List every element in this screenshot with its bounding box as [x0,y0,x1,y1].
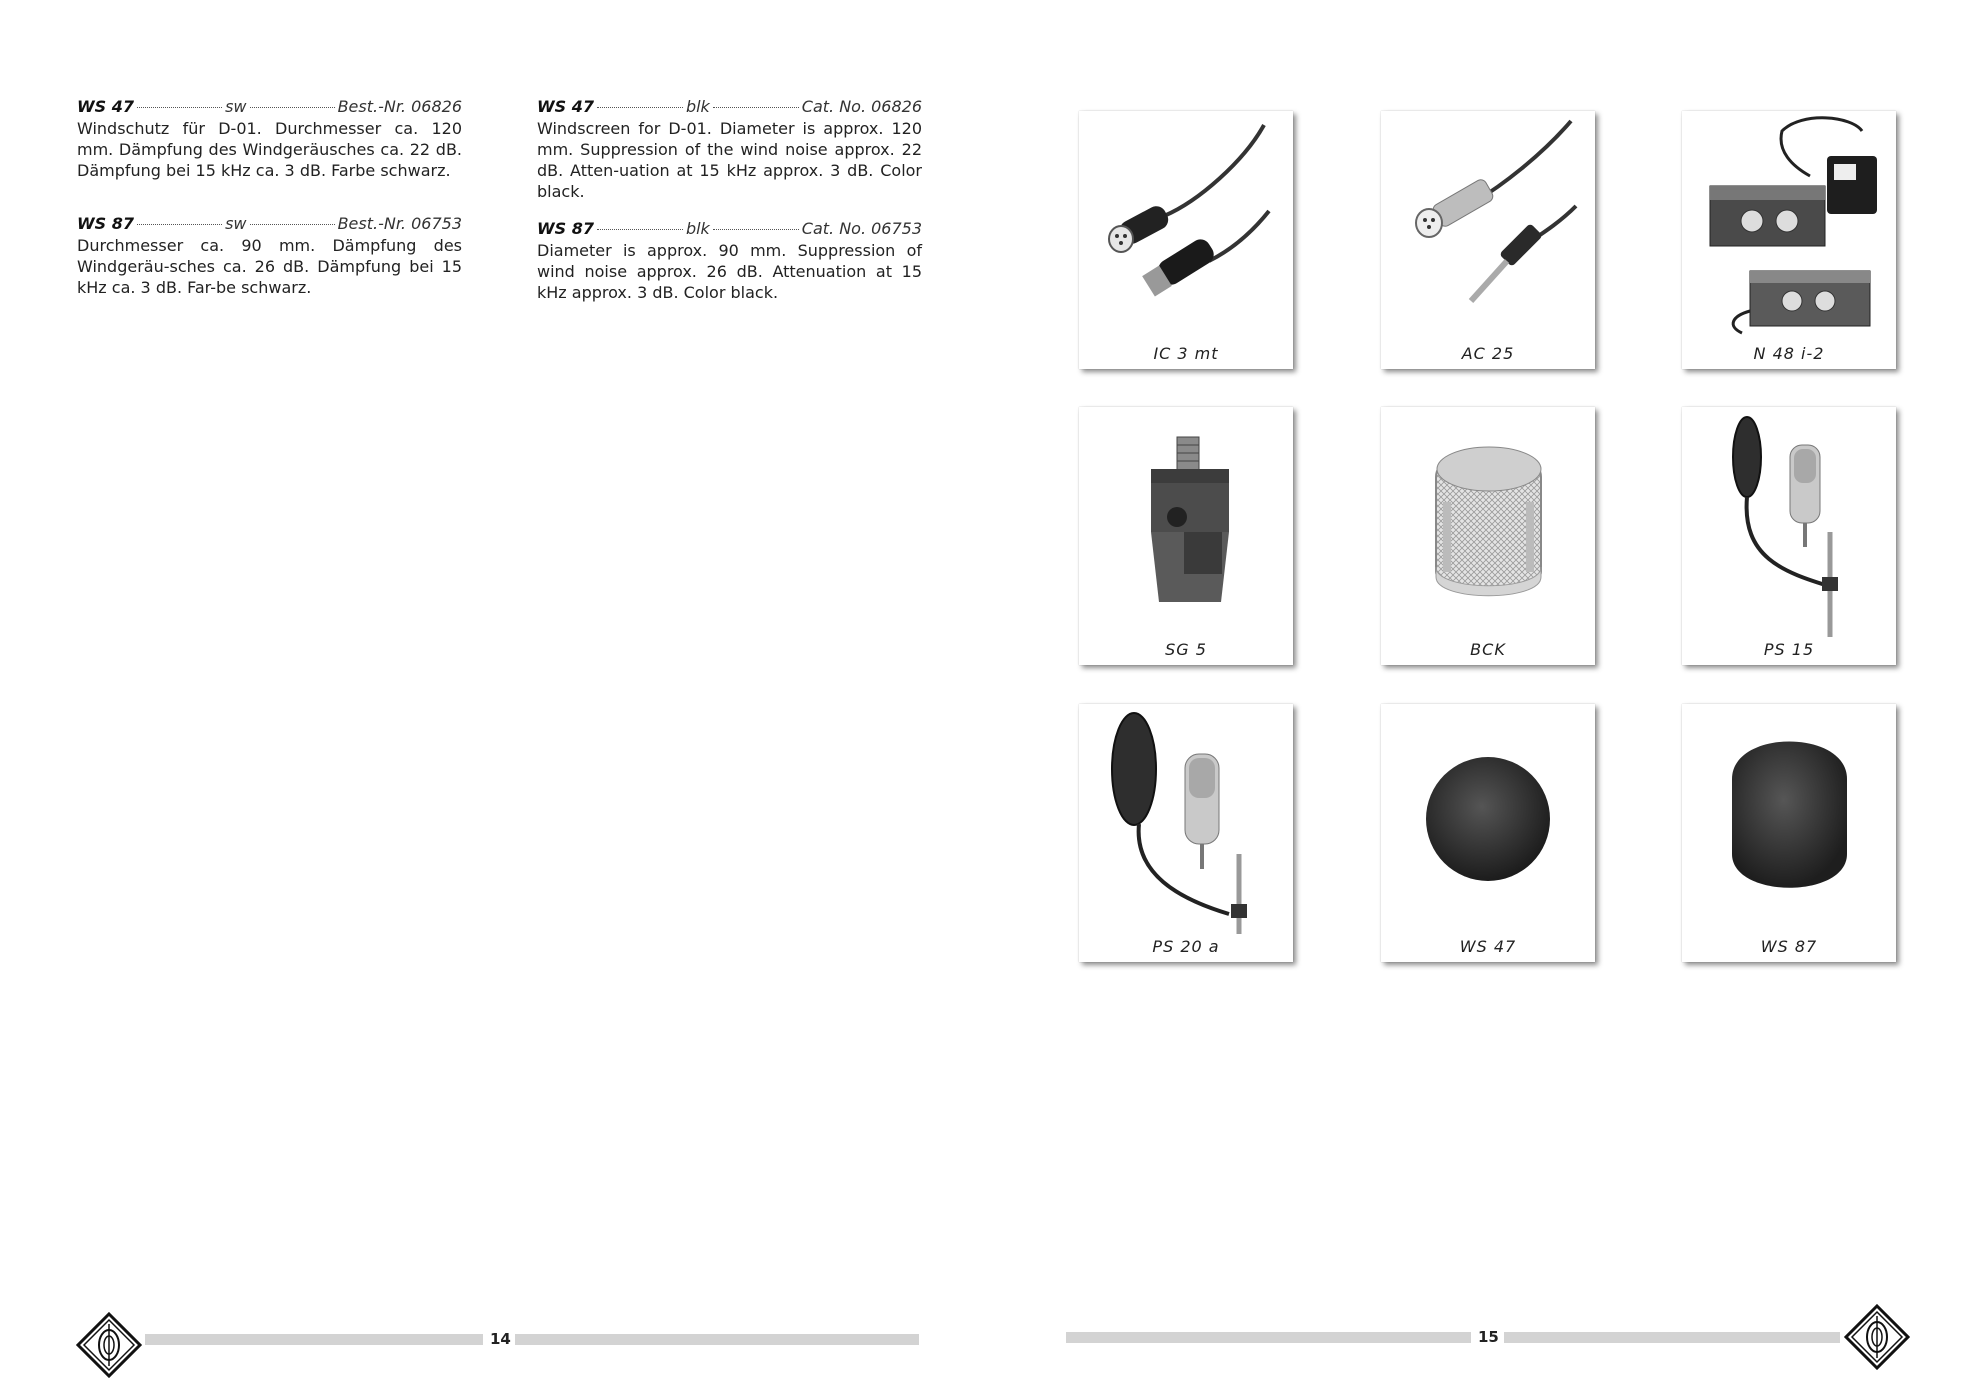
german-entry-ws87 [77,213,462,298]
color-code: sw [225,97,247,116]
product-caption: PS 15 [1763,640,1815,659]
page-number: 14 [490,1330,511,1348]
product-card [1381,704,1595,962]
english-entry-ws47 [537,96,922,202]
product-card [1079,704,1293,962]
product-caption: WS 47 [1459,937,1517,956]
neumann-diamond-logo-icon [1844,1304,1910,1370]
product-caption: AC 25 [1461,344,1515,363]
product-card [1682,111,1896,369]
german-entry-ws47 [77,96,462,181]
pop-screen-icon [1682,407,1896,637]
footer-rule [145,1334,483,1345]
product-card [1381,407,1595,665]
product-card [1079,111,1293,369]
order-number: Best.-Nr. 06826 [337,97,462,116]
order-number: Cat. No. 06753 [801,219,923,238]
product-caption: N 48 i-2 [1753,344,1825,363]
stand-mount-icon [1079,407,1293,637]
product-caption: PS 20 a [1152,937,1220,956]
model-name: WS 87 [537,219,595,238]
product-card [1682,704,1896,962]
page-number: 15 [1478,1328,1499,1346]
description: Windschutz für D-01. Durchmesser ca. 120 mm. Dämpfung des Windgeräusches ca. 22 dB. Dämpfung bei 15 kHz ca. 3 dB. Farbe schwarz. [77,119,462,180]
model-name: WS 87 [77,214,135,233]
color-code: sw [225,214,247,233]
product-card [1381,111,1595,369]
round-windscreen-icon [1381,704,1595,934]
product-caption: BCK [1470,640,1506,659]
description: Durchmesser ca. 90 mm. Dämpfung des Windgeräu-sches ca. 26 dB. Dämpfung bei 15 kHz ca. 3 dB. Far-be schwarz. [77,236,462,297]
order-number: Best.-Nr. 06753 [337,214,462,233]
product-card [1079,407,1293,665]
footer-rule [1066,1332,1471,1343]
neumann-diamond-logo-icon [76,1312,142,1378]
product-card [1682,407,1896,665]
english-entry-ws87 [537,218,922,303]
oval-windscreen-icon [1682,704,1896,934]
model-name: WS 47 [537,97,595,116]
footer-rule [1504,1332,1840,1343]
phantom-power-supply-icon [1682,111,1896,341]
product-caption: WS 87 [1760,937,1818,956]
product-caption: SG 5 [1165,640,1207,659]
order-number: Cat. No. 06826 [801,97,923,116]
footer-rule [515,1334,919,1345]
model-name: WS 47 [77,97,135,116]
description: Windscreen for D-01. Diameter is approx. 120 mm. Suppression of the wind noise approx. 22 dB. Atten-uation at 15 kHz approx. 3 dB. Color black. [537,119,922,201]
pop-screen-large-icon [1079,704,1293,934]
color-code: blk [685,97,710,116]
basket-capsule-icon [1381,407,1595,637]
xlr-cable-icon [1079,111,1293,341]
color-code: blk [685,219,710,238]
product-caption: IC 3 mt [1153,344,1219,363]
description: Diameter is approx. 90 mm. Suppression of wind noise approx. 26 dB. Attenuation at 15 kHz approx. 3 dB. Color black. [537,241,922,302]
adapter-cable-icon [1381,111,1595,341]
